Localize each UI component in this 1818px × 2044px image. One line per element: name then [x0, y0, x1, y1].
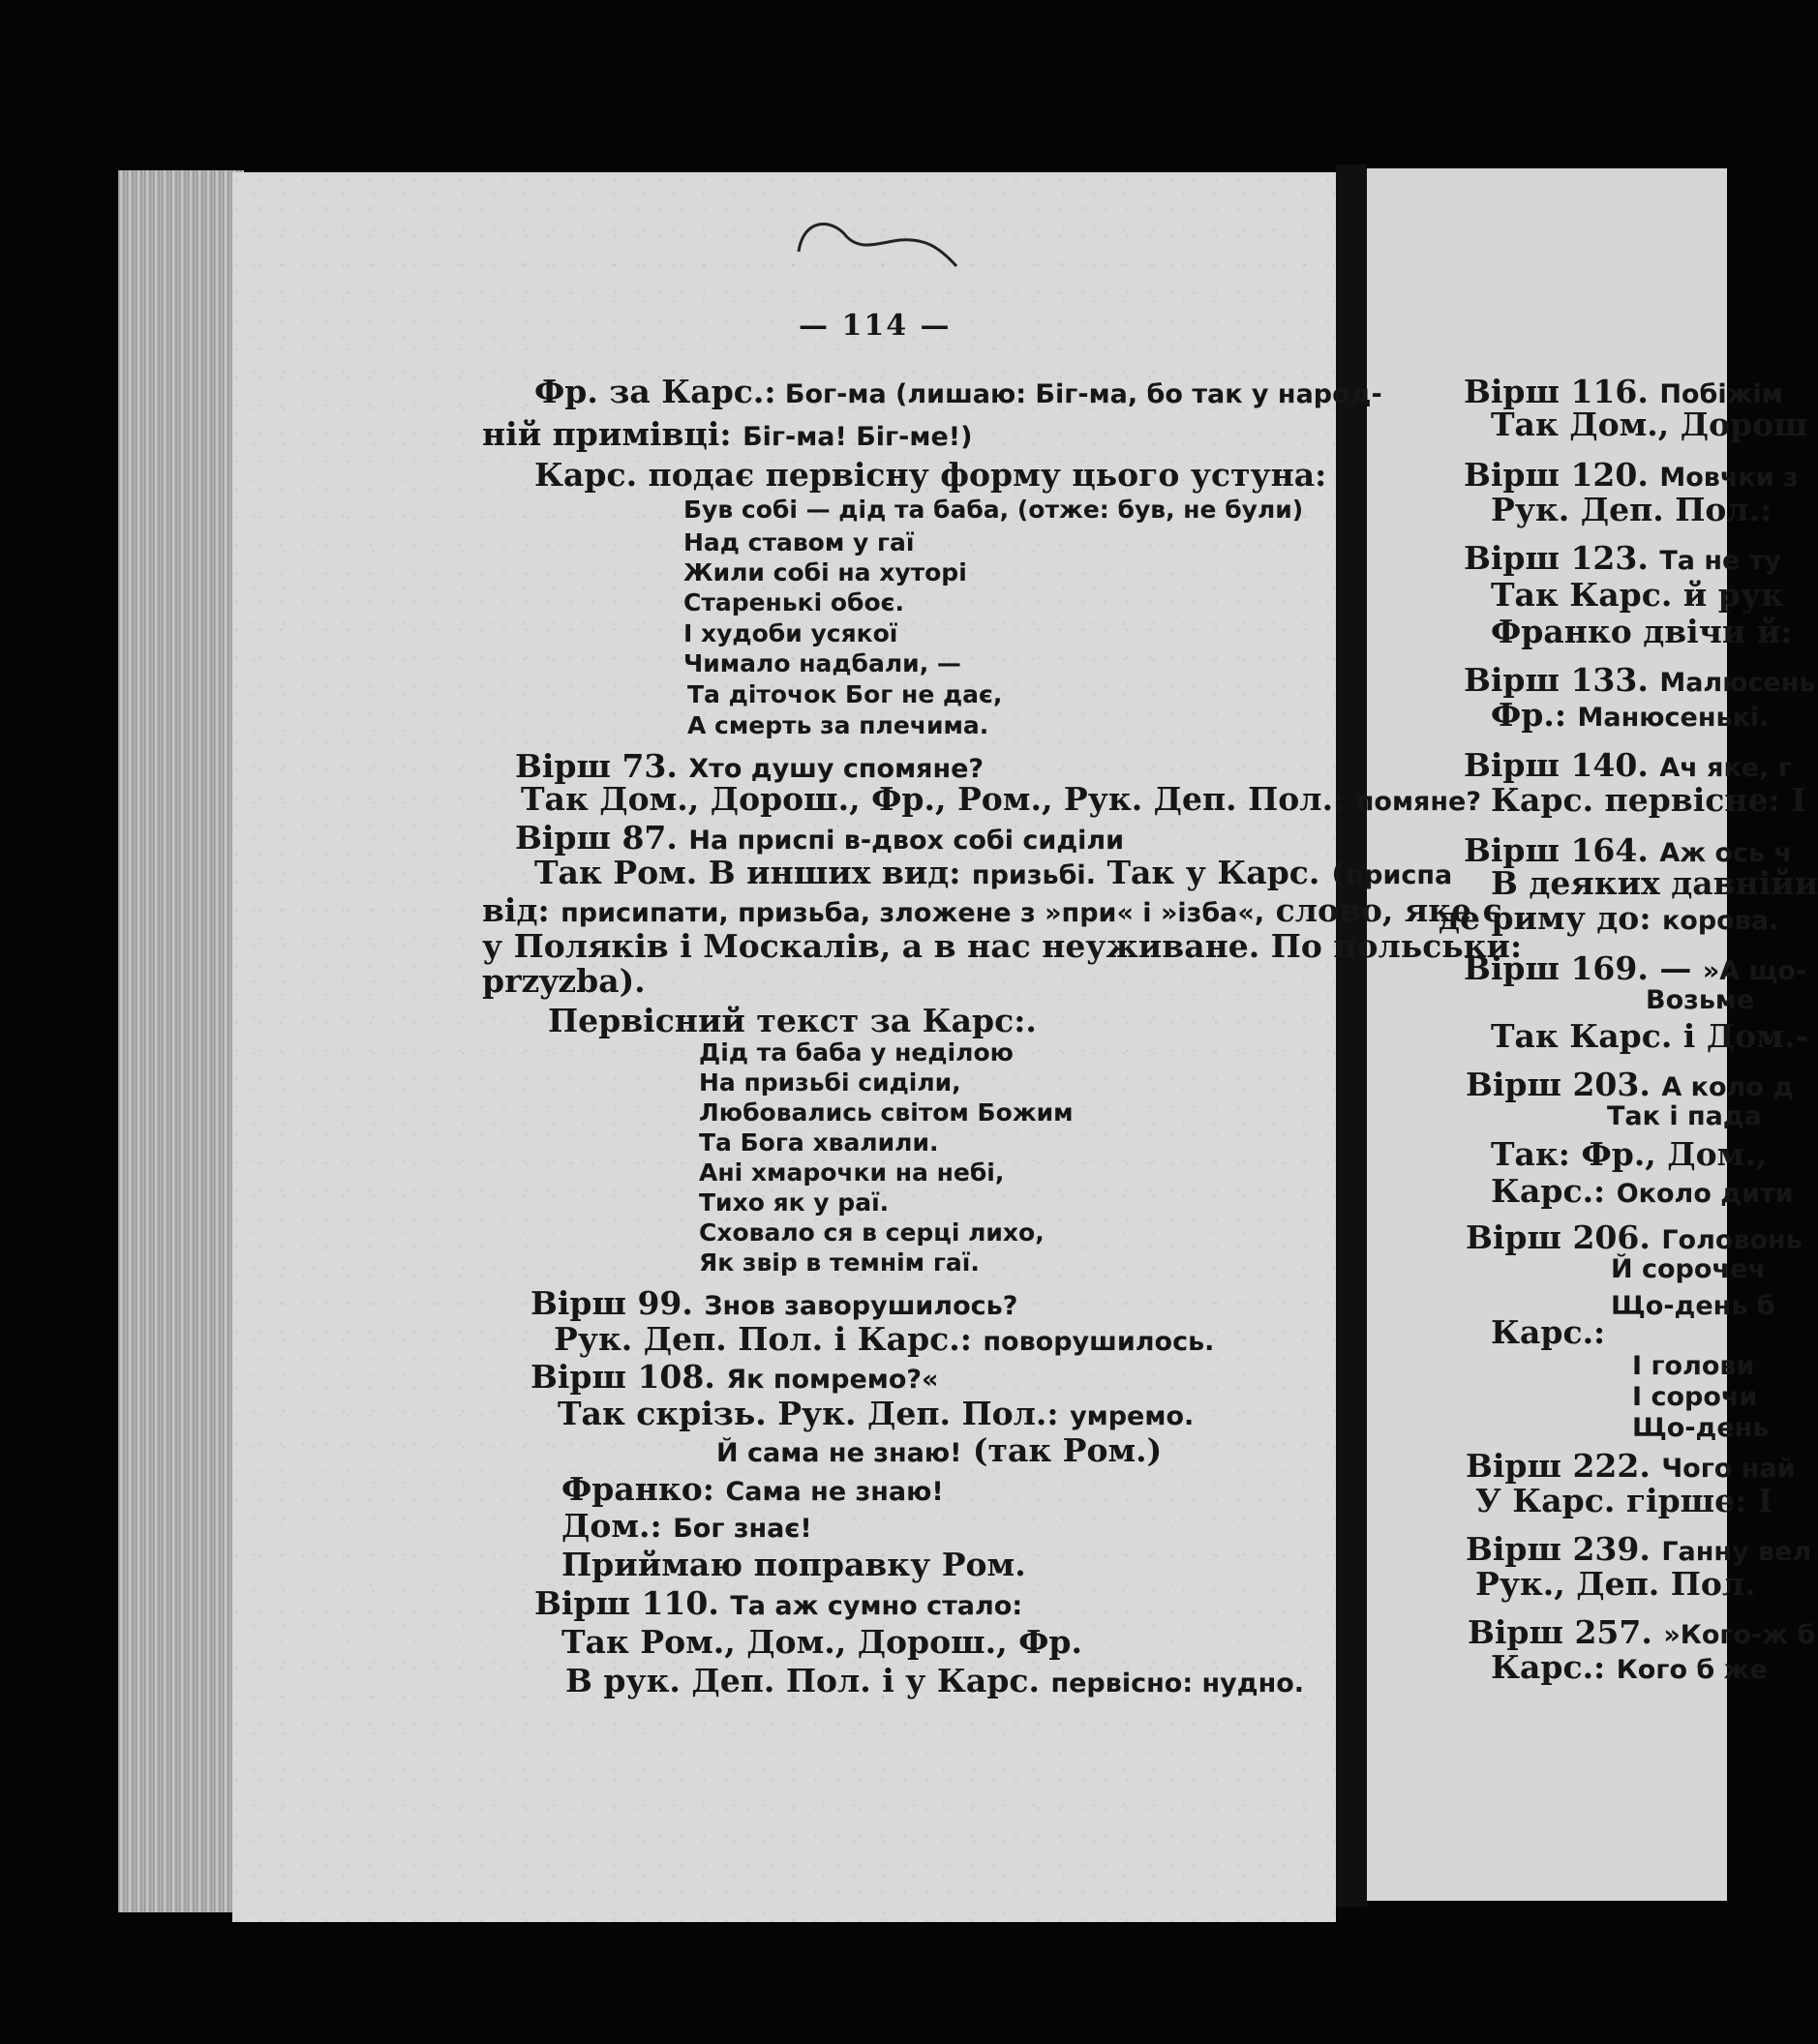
left-page-text-segment: Вірш 108. [530, 1358, 727, 1396]
right-page-line [1491, 1135, 1768, 1173]
right-page-line [1468, 1613, 1816, 1651]
left-page-text-segment: Та аж сумно стало: [730, 1591, 1023, 1621]
right-page-text-segment: Головонь [1661, 1225, 1803, 1255]
right-page-text-segment: Чого най [1661, 1454, 1796, 1484]
handwritten-mark [794, 213, 978, 271]
left-page-text-segment: Біг-ма! Біг-ме!) [742, 422, 973, 452]
left-page-line [515, 747, 985, 785]
right-page-text-segment: Вірш 257. [1468, 1613, 1664, 1651]
left-page-text-segment: поворушилось. [983, 1327, 1215, 1357]
left-page-line [561, 1470, 944, 1508]
left-page-line [683, 651, 961, 676]
right-page-line [1475, 1482, 1773, 1519]
left-page-text-segment: Сховало ся в серці лихо, [699, 1218, 1045, 1247]
left-page-line [699, 1100, 1074, 1125]
right-page-text-segment: Побіжім [1659, 379, 1783, 409]
right-page-line [1646, 987, 1754, 1013]
left-page-text-segment: Жили собі на хуторі [683, 558, 967, 586]
left-page-text-segment: На приспі в-двох собі сиділи [688, 826, 1125, 856]
right-page-line [1464, 831, 1793, 869]
right-page-line [1464, 373, 1783, 410]
left-page-text-segment: ній примівці: [482, 415, 743, 453]
right-page-line [1464, 746, 1792, 784]
left-page-line [699, 1220, 1045, 1245]
left-page-line [699, 1130, 938, 1155]
left-page-text-segment: Над ставом у гаї [683, 528, 915, 556]
left-page-line [534, 854, 1453, 891]
right-page-text-segment: Карс.: [1491, 1313, 1606, 1351]
left-page-text-segment: Любовались світом Божим [699, 1098, 1074, 1127]
left-page-text-segment: Й сама не знаю! [716, 1438, 962, 1468]
right-page-text-segment: Рук., Деп. Пол. [1475, 1565, 1756, 1603]
page-edges [118, 170, 244, 1912]
left-page-text-segment: Ані хмарочки на небі, [699, 1158, 1005, 1187]
right-page-text-segment: Мовчки з [1659, 463, 1799, 493]
left-page-text-segment: Тихо як у раї. [699, 1188, 890, 1217]
left-page-line [534, 373, 1382, 410]
right-page-text-segment: І сорочи [1632, 1382, 1758, 1412]
right-page-text-segment: У Карс. гірше: І [1475, 1482, 1773, 1519]
right-page-text-segment: де риму до: [1439, 899, 1662, 937]
left-page-line [683, 621, 897, 646]
left-page-text-segment: Вірш 73. [515, 747, 689, 785]
left-page-text-segment: В рук. Деп. Пол. і у Карс. [565, 1662, 1051, 1699]
right-page-text-segment: Вірш 164. [1464, 831, 1660, 869]
right-page-text-segment: Вірш 169. — [1464, 949, 1703, 987]
left-page-text-segment: Як помремо?« [726, 1365, 939, 1395]
left-page-text-segment: Бог знає! [673, 1514, 812, 1544]
left-page-line [482, 962, 646, 1000]
right-page-line [1632, 1415, 1769, 1441]
right-page-line [1491, 864, 1818, 902]
right-page-line [1611, 1293, 1775, 1319]
left-page-text-segment: Та діточок Бог не дає, [687, 680, 1003, 708]
right-page-text-segment: Вірш 140. [1464, 746, 1660, 784]
left-page-text-segment: Дом.: [561, 1507, 674, 1545]
right-page-line [1491, 491, 1773, 528]
left-page-text-segment: помяне? [1355, 787, 1481, 817]
left-page-line [683, 497, 1303, 522]
right-page-line [1491, 696, 1770, 734]
left-page-line [558, 1395, 1195, 1432]
left-page-line [565, 1662, 1305, 1699]
left-page-text-segment: умремо. [1070, 1401, 1195, 1431]
right-page-text-segment: Так і пада [1607, 1101, 1762, 1131]
left-page-text-segment: Сама не знаю! [725, 1477, 944, 1507]
left-page-line [554, 1320, 1215, 1358]
left-page-text-segment: Так скрізь. Рук. Деп. Пол.: [558, 1395, 1071, 1432]
right-page-text-segment: Вірш 203. [1466, 1066, 1662, 1103]
right-page-text-segment: Малюсень [1659, 668, 1816, 698]
left-page-line [548, 1002, 1037, 1039]
right-page-text-segment: Та не ту [1659, 546, 1781, 576]
right-page-line [1611, 1256, 1766, 1282]
right-page-text-segment: Так Карс. й рук [1491, 576, 1784, 614]
left-page-line [699, 1070, 961, 1095]
left-page-text-segment: Карс. подає первісну форму цього устуна: [534, 456, 1327, 494]
right-page-line [1491, 781, 1806, 819]
right-page-line [1491, 1017, 1809, 1055]
right-page-line [1466, 1447, 1796, 1485]
left-page-line [699, 1250, 980, 1275]
left-page-text-segment: присипати, призьба, зложене з »при« і »ізба«, [561, 898, 1265, 928]
right-page-text-segment: Так: Фр., Дом., [1491, 1135, 1768, 1173]
left-page-line [683, 590, 904, 615]
right-page-line [1464, 661, 1816, 699]
left-page-line [482, 927, 1523, 965]
left-page-text-segment: Дід та баба у неділою [699, 1038, 1014, 1067]
left-page-line [482, 891, 1502, 929]
left-page-text-segment: Знов заворушилось? [704, 1291, 1018, 1321]
left-page-text-segment: Старенькі обоє. [683, 588, 905, 616]
left-page-text-segment: Фр. за Карс.: [534, 373, 776, 410]
right-page-text-segment: Вірш 116. [1464, 373, 1660, 410]
right-page-text-segment: Ач яке, г [1659, 753, 1792, 783]
right-page-text-segment: Франко двічи й: [1491, 613, 1793, 650]
left-page-text-segment: від: [482, 891, 561, 929]
left-page-text-segment: Чимало надбали, — [683, 649, 961, 677]
right-page-text-segment: Вірш 206. [1466, 1218, 1662, 1256]
right-page-text-segment: Фр.: [1491, 696, 1578, 734]
right-page-text-segment: Що-день [1632, 1413, 1770, 1443]
right-page-line [1632, 1384, 1757, 1410]
left-page-text-segment: Первісний текст за Карс:. [548, 1002, 1037, 1039]
left-page-line [530, 1358, 939, 1396]
right-page-text-segment: Вірш 222. [1466, 1447, 1662, 1485]
right-page-line [1464, 539, 1781, 577]
right-page-line [1466, 1530, 1812, 1568]
right-page-text-segment: Возьме [1646, 985, 1755, 1015]
left-page-line [683, 530, 915, 555]
left-page-line [716, 1431, 1163, 1469]
right-page-line [1466, 1218, 1803, 1256]
left-page-line [699, 1040, 1014, 1065]
right-page-line [1491, 1648, 1768, 1686]
left-page-line [699, 1160, 1004, 1185]
right-page-text-segment: В деяких давнійи [1491, 864, 1818, 902]
right-page-text-segment: Вірш 120. [1464, 456, 1660, 494]
left-page-line [687, 713, 988, 737]
left-page-text-segment: у Поляків і Москалів, а в нас неуживане. По польськи: [482, 927, 1523, 965]
right-page-text-segment: Що-день б [1611, 1291, 1775, 1321]
left-page-line [530, 1284, 1018, 1322]
left-page-line [683, 560, 967, 585]
left-page-text-segment: Рук. Деп. Пол. і Карс.: [554, 1320, 984, 1358]
right-page-text-segment: »Кого-ж б [1663, 1620, 1816, 1650]
left-page-text-segment: Вірш 99. [530, 1284, 705, 1322]
right-page-line [1491, 613, 1793, 650]
left-page-line [534, 456, 1327, 494]
right-page-text-segment: Карс.: [1491, 1648, 1617, 1686]
left-page-text-segment: Так Ром. В инших вид: [534, 854, 972, 891]
right-page-line [1464, 949, 1807, 987]
left-page-text-segment: przyzba). [482, 962, 646, 1000]
right-page-text-segment: Ганну вел [1661, 1537, 1812, 1567]
right-page-line [1632, 1353, 1754, 1379]
left-page-text-segment: Хто душу спомяне? [688, 754, 985, 784]
right-page-line [1464, 456, 1799, 494]
left-page-line [482, 415, 973, 453]
right-page-text-segment: Карс. первісне: І [1491, 781, 1806, 819]
right-page-text-segment: корова. [1661, 906, 1779, 936]
left-page-line [515, 819, 1125, 857]
right-page-line [1439, 899, 1779, 937]
left-page-text-segment: І худоби усякої [683, 619, 898, 647]
left-page-text-segment: На призьбі сиділи, [699, 1068, 961, 1097]
right-page-text-segment: Рук. Деп. Пол.: [1491, 491, 1773, 528]
right-page-text-segment: Вірш 239. [1466, 1530, 1662, 1568]
right-page-line [1607, 1103, 1762, 1129]
right-page-text-segment: А коло д [1661, 1072, 1795, 1102]
left-page-text-segment: Бог-ма (лишаю: Біг-ма, бо так у народ- [775, 379, 1382, 409]
left-page-text-segment: Як звір в темнім гаї. [699, 1248, 980, 1277]
right-page-line [1491, 406, 1808, 443]
left-page-text-segment: Та Бога хвалили. [699, 1128, 939, 1157]
page-number: — 114 — [799, 309, 952, 343]
right-page-line [1491, 576, 1784, 614]
book-gutter [1336, 165, 1367, 1907]
left-page-text-segment: Вірш 110. [534, 1584, 731, 1622]
left-page-line [534, 1584, 1023, 1622]
right-page-text-segment: Вірш 123. [1464, 539, 1660, 577]
left-page-text-segment: А смерть за плечима. [687, 711, 989, 739]
left-page-text-segment: слово, яке є [1264, 891, 1502, 929]
left-page-line [561, 1546, 1026, 1583]
right-page-text-segment: Около дити [1616, 1179, 1794, 1209]
right-page-text-segment: Манюсенькі. [1577, 703, 1770, 733]
left-page-text-segment: Так у Карс. ( [1095, 854, 1347, 891]
left-page-line [521, 780, 1481, 818]
right-page-text-segment: Аж ось ч [1659, 838, 1793, 868]
left-page-text-segment: призьбі. [971, 860, 1096, 890]
right-page-line [1475, 1565, 1756, 1603]
right-page-text-segment: Так Дом., Дорош [1491, 406, 1808, 443]
left-page-text-segment: Вірш 87. [515, 819, 689, 857]
left-page-text-segment: Приймаю поправку Ром. [561, 1546, 1026, 1583]
left-page-text-segment: Франко: [561, 1470, 726, 1508]
right-page-line [1466, 1066, 1795, 1103]
right-page-text-segment: Кого б же [1616, 1655, 1768, 1685]
left-page-text-segment: Був собі — дід та баба, (отже: був, не були) [683, 496, 1304, 524]
right-page-text-segment: Карс.: [1491, 1172, 1617, 1210]
right-page-text-segment: »А що- [1702, 956, 1807, 986]
left-page-text-segment: первісно: нудно. [1050, 1668, 1305, 1698]
right-page-line [1491, 1172, 1794, 1210]
right-page-text-segment: Так Карс. і Дом.- [1491, 1017, 1809, 1055]
left-page-text-segment: (так Ром.) [961, 1431, 1163, 1469]
right-page-text-segment: І голови [1632, 1351, 1755, 1381]
right-page-text-segment: Й сорочеч [1611, 1254, 1766, 1284]
left-page-text-segment: Так Ром., Дом., Дорош., Фр. [561, 1623, 1082, 1661]
left-page-text-segment: Так Дом., Дорош., Фр., Ром., Рук. Деп. Пол.: [521, 780, 1356, 818]
left-page-line [561, 1623, 1082, 1661]
left-page-line [561, 1507, 812, 1545]
right-page-text-segment: Вірш 133. [1464, 661, 1660, 699]
right-page-line [1491, 1313, 1606, 1351]
left-page-text-segment: приспа [1346, 860, 1453, 890]
left-page-line [687, 682, 1002, 706]
left-page-line [699, 1190, 889, 1215]
